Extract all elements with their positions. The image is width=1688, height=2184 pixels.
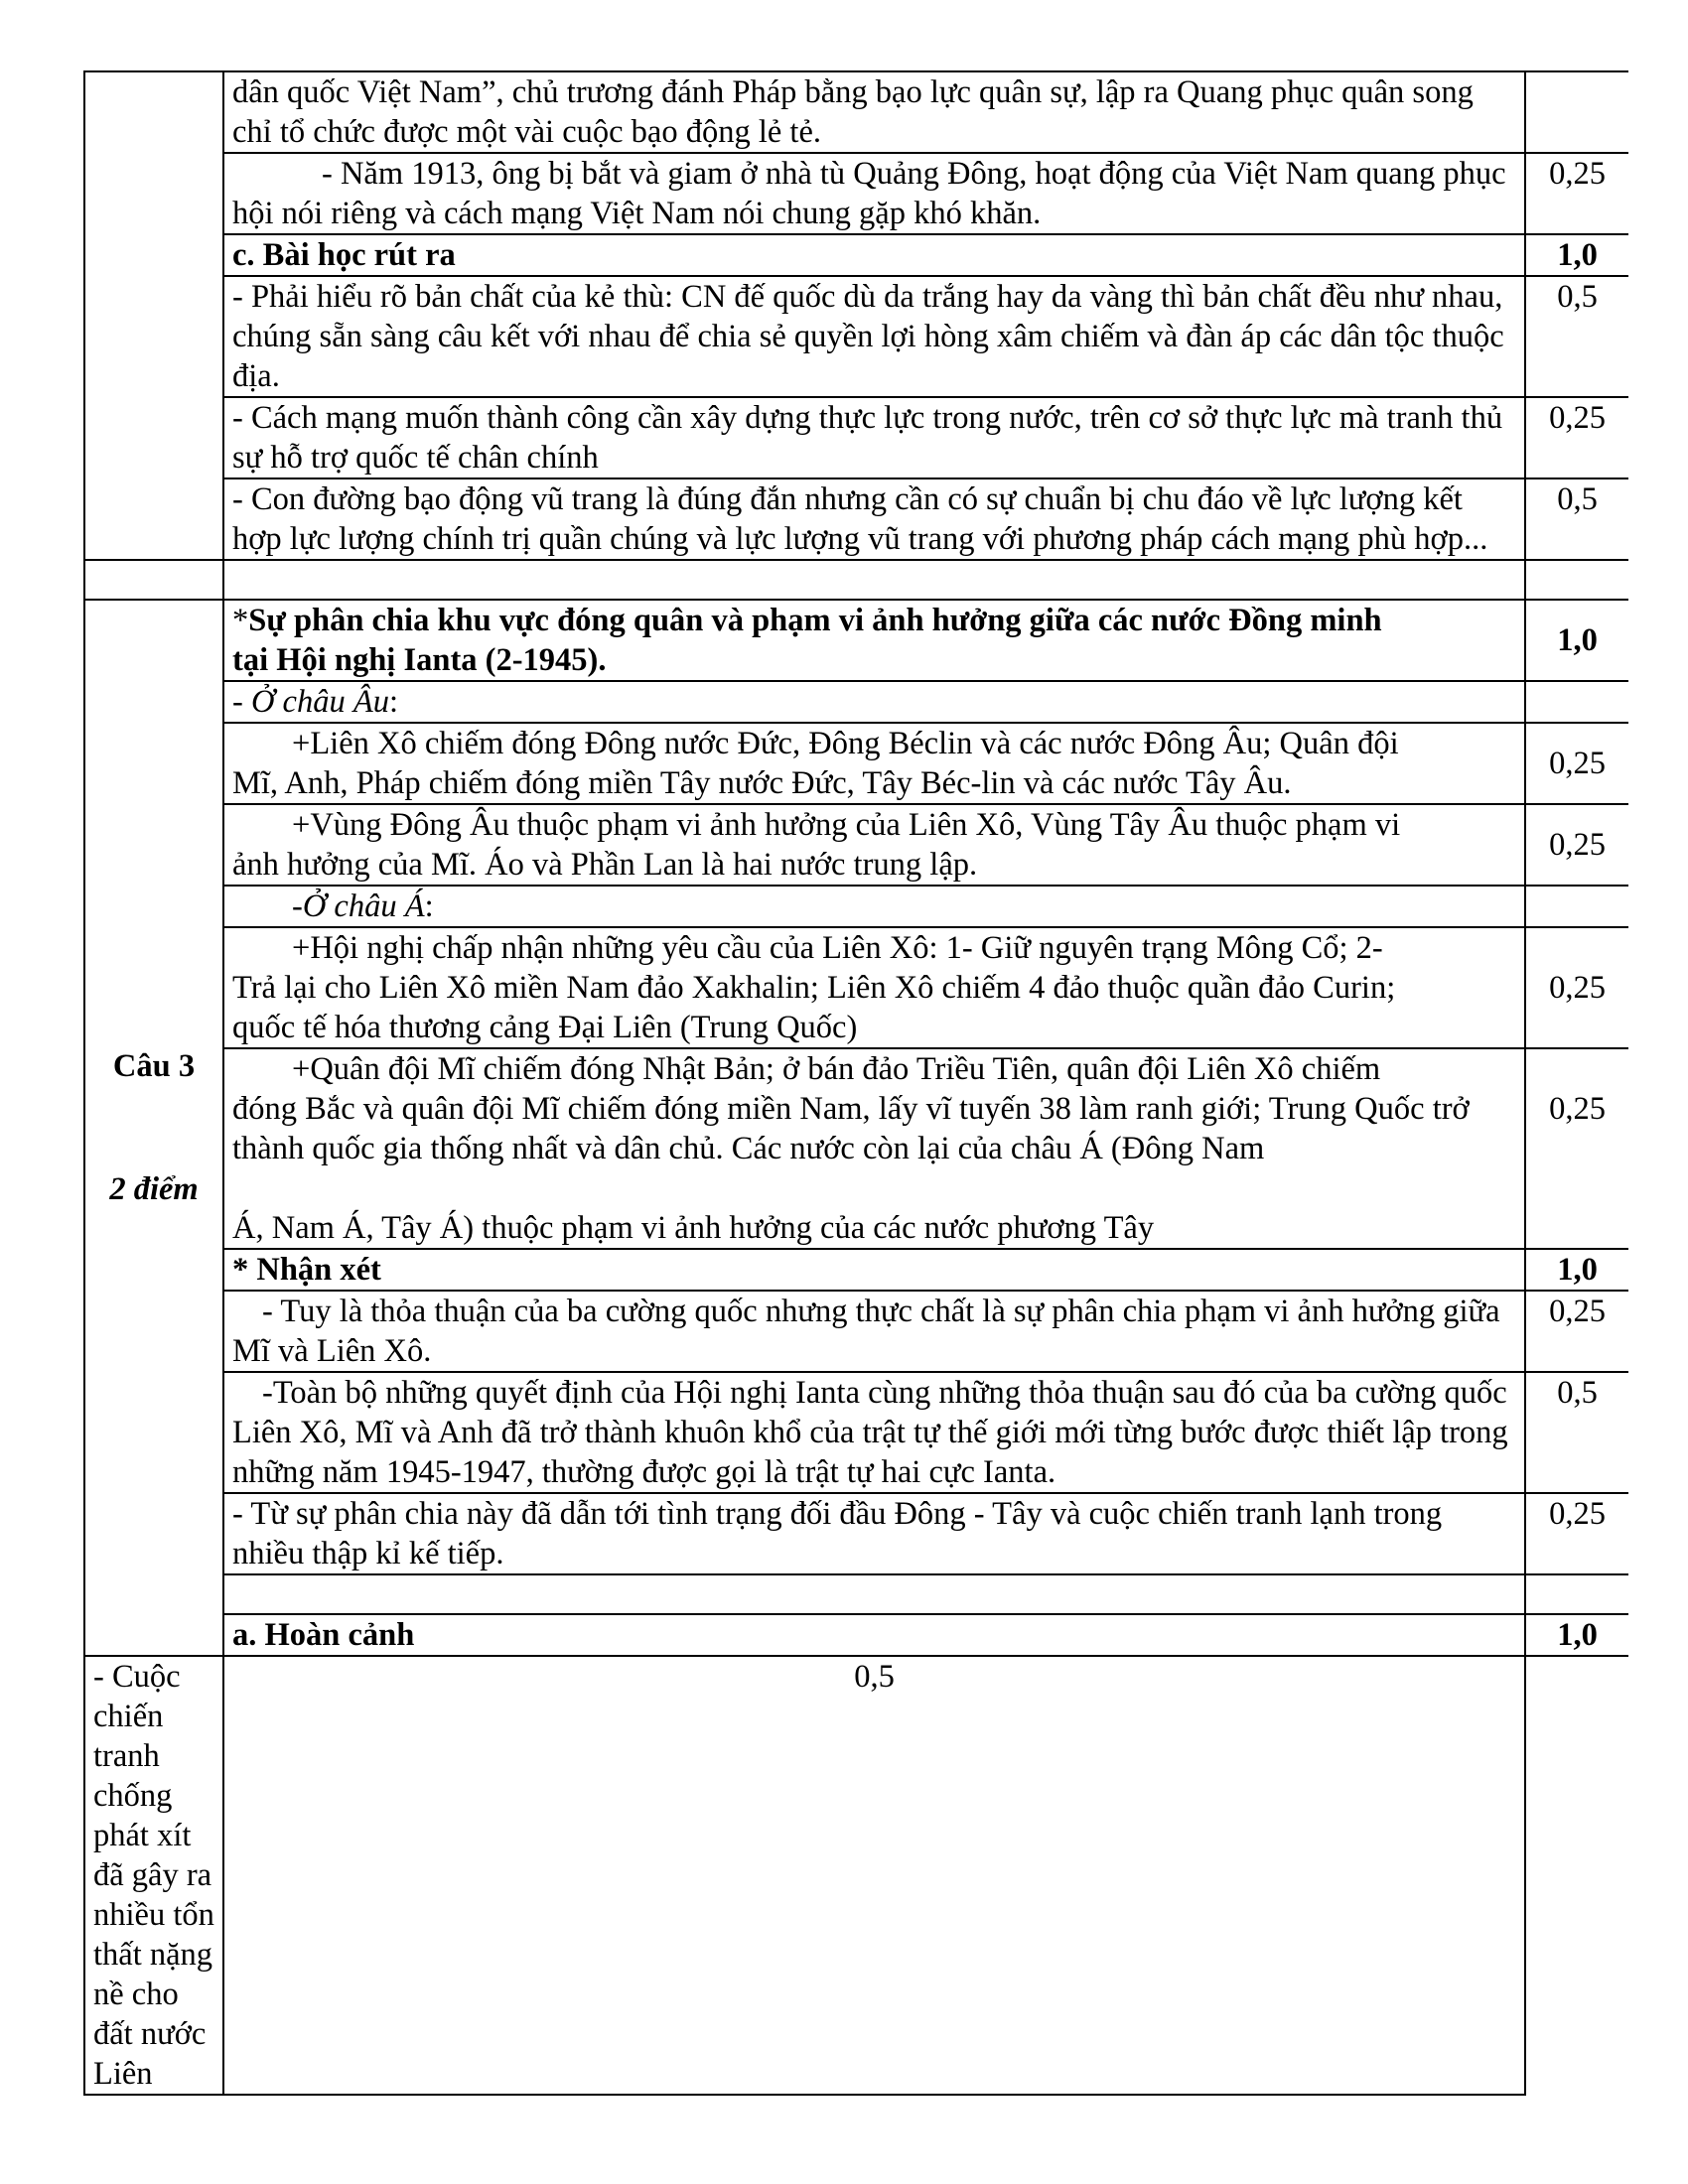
heading-line1: Sự phân chia khu vực đóng quân và phạm vi ảnh hưởng giữa các nước Đồng minh (248, 603, 1382, 638)
heading-line2: tại Hội nghị Ianta (2-1945). (232, 642, 607, 678)
content-cell: dân quốc Việt Nam”, chủ trương đánh Pháp bằng bạo lực quân sự, lập ra Quang phục quân song chỉ tổ chức được một vài cuộc bạo động lẻ tẻ. (223, 71, 1525, 153)
empty-cell (84, 560, 223, 600)
score-cell (1525, 71, 1628, 153)
table-row (84, 1656, 1628, 2095)
table-row (84, 234, 1628, 276)
table-row (84, 1291, 1628, 1372)
content-cell: - Năm 1913, ông bị bắt và giam ở nhà tù Quảng Đông, hoạt động của Việt Nam quang phục hội nói riêng và cách mạng Việt Nam nói chung gặp khó khăn. (223, 153, 1525, 234)
table-row (84, 1249, 1628, 1291)
spacer-row (84, 1574, 1628, 1614)
asia-label-text: -Ở châu Á (292, 888, 425, 924)
comment-heading: * Nhận xét (223, 1249, 1525, 1291)
score-cell: 0,25 (1525, 397, 1628, 478)
question3-heading (223, 600, 1525, 681)
empty-cell (1525, 1574, 1628, 1614)
europe-1-line2: Mĩ, Anh, Pháp chiếm đóng miền Tây nước Đức, Tây Béc-lin và các nước Tây Âu. (232, 765, 1292, 801)
answer-key-table (83, 70, 1628, 2096)
content-cell: - Tuy là thỏa thuận của ba cường quốc nhưng thực chất là sự phân chia phạm vi ảnh hưởng giữa Mĩ và Liên Xô. (223, 1291, 1525, 1372)
score-cell: 1,0 (1525, 1249, 1628, 1291)
content-cell (223, 927, 1525, 1048)
europe-label-colon: : (388, 684, 398, 720)
content-cell: - Phải hiểu rõ bản chất của kẻ thù: CN đế quốc dù da trắng hay da vàng thì bản chất đều như nhau, chúng sẵn sàng câu kết với nhau để chia sẻ quyền lợi hòng xâm chiếm và đàn áp các dân tộc thuộc địa. (223, 276, 1525, 397)
europe-label-text: - Ở châu Âu (232, 684, 389, 720)
score-cell: 0,5 (1525, 478, 1628, 560)
section-heading-context: a. Hoàn cảnh (223, 1614, 1525, 1656)
question-points: 2 điểm (109, 1171, 199, 1207)
asia-label (223, 886, 1525, 927)
table-row (84, 600, 1628, 681)
question-cell-empty (84, 71, 223, 560)
asia-1-line3: quốc tế hóa thương cảng Đại Liên (Trung Quốc) (232, 1010, 858, 1045)
content-cell (223, 723, 1525, 804)
europe-2-line1: +Vùng Đông Âu thuộc phạm vi ảnh hưởng của Liên Xô, Vùng Tây Âu thuộc phạm vi (292, 807, 1401, 843)
table-row (84, 723, 1628, 804)
table-row (84, 927, 1628, 1048)
score-cell: 0,25 (1525, 804, 1628, 886)
table-row (84, 1048, 1628, 1249)
score-cell: 0,5 (1525, 1372, 1628, 1493)
score-cell-empty (1525, 886, 1628, 927)
table-row (84, 397, 1628, 478)
table-row (84, 1614, 1628, 1656)
score-cell (1525, 1048, 1628, 1249)
asia-2-line3: Á, Nam Á, Tây Á) thuộc phạm vi ảnh hưởng của các nước phương Tây (232, 1210, 1155, 1246)
asia-1-line1: +Hội nghị chấp nhận những yêu cầu của Liên Xô: 1- Giữ nguyên trạng Mông Cổ; 2- (292, 930, 1383, 966)
score-cell: 0,25 (1525, 723, 1628, 804)
table-row (84, 1372, 1628, 1493)
table-row (84, 276, 1628, 397)
table-row (84, 71, 1628, 153)
europe-label (223, 681, 1525, 723)
content-cell: - Con đường bạo động vũ trang là đúng đắn nhưng cần có sự chuẩn bị chu đáo về lực lượng kết hợp lực lượng chính trị quần chúng và lực lượng vũ trang với phương pháp cách mạng phù hợp... (223, 478, 1525, 560)
empty-cell (1525, 560, 1628, 600)
content-cell (223, 1048, 1525, 1249)
asia-label-colon: : (424, 888, 434, 924)
empty-cell (223, 1574, 1525, 1614)
content-cell: - Cuộc chiến tranh chống phát xít đã gây ra nhiều tổn thất nặng nề cho đất nước Liên (84, 1656, 223, 2095)
score-cell: 0,25 (1525, 153, 1628, 234)
content-cell: -Toàn bộ những quyết định của Hội nghị Ianta cùng những thỏa thuận sau đó của ba cường quốc Liên Xô, Mĩ và Anh đã trở thành khuôn khổ của trật tự thế giới mới từng bước được thiết lập trong những năm 1945-1947, thường được gọi là trật tự hai cực Ianta. (223, 1372, 1525, 1493)
answer-key-table-container (83, 70, 1628, 2135)
score-cell: 0,25 (1525, 1493, 1628, 1574)
empty-cell (223, 560, 1525, 600)
section-heading-lessons: c. Bài học rút ra (223, 234, 1525, 276)
table-row (84, 153, 1628, 234)
table-row (84, 1493, 1628, 1574)
content-cell: - Từ sự phân chia này đã dẫn tới tình trạng đối đầu Đông - Tây và cuộc chiến tranh lạnh trong nhiều thập kỉ kế tiếp. (223, 1493, 1525, 1574)
asia-2-line2: đóng Bắc và quân đội Mĩ chiếm đóng miền Nam, lấy vĩ tuyến 38 làm ranh giới; Trung Quốc trở thành quốc gia thống nhất và dân chủ. Các nước còn lại của châu Á (Đông Nam (232, 1091, 1470, 1166)
question-cell (84, 600, 223, 1656)
table-row (84, 804, 1628, 886)
score-value: 0,25 (1549, 1091, 1606, 1127)
spacer-row (84, 560, 1628, 600)
score-cell: 1,0 (1525, 600, 1628, 681)
table-row (84, 478, 1628, 560)
score-cell: 0,5 (1525, 276, 1628, 397)
score-cell: 0,25 (1525, 1291, 1628, 1372)
europe-1-line1: +Liên Xô chiếm đóng Đông nước Đức, Đông Béclin và các nước Đông Âu; Quân đội (292, 726, 1399, 761)
heading-prefix: * (232, 603, 249, 638)
table-row (84, 681, 1628, 723)
content-cell (223, 804, 1525, 886)
score-cell-empty (1525, 681, 1628, 723)
score-cell: 0,5 (223, 1656, 1525, 2095)
content-cell: - Cách mạng muốn thành công cần xây dựng thực lực trong nước, trên cơ sở thực lực mà tranh thủ sự hỗ trợ quốc tế chân chính (223, 397, 1525, 478)
question-label: Câu 3 (112, 1048, 196, 1084)
asia-1-line2: Trả lại cho Liên Xô miền Nam đảo Xakhalin; Liên Xô chiếm 4 đảo thuộc quần đảo Curin; (232, 970, 1396, 1006)
score-cell: 0,25 (1525, 927, 1628, 1048)
score-cell: 1,0 (1525, 1614, 1628, 1656)
table-row (84, 886, 1628, 927)
asia-2-line1: +Quân đội Mĩ chiếm đóng Nhật Bản; ở bán đảo Triều Tiên, quân đội Liên Xô chiếm (292, 1051, 1381, 1087)
score-cell: 1,0 (1525, 234, 1628, 276)
europe-2-line2: ảnh hưởng của Mĩ. Áo và Phần Lan là hai nước trung lập. (232, 847, 978, 883)
